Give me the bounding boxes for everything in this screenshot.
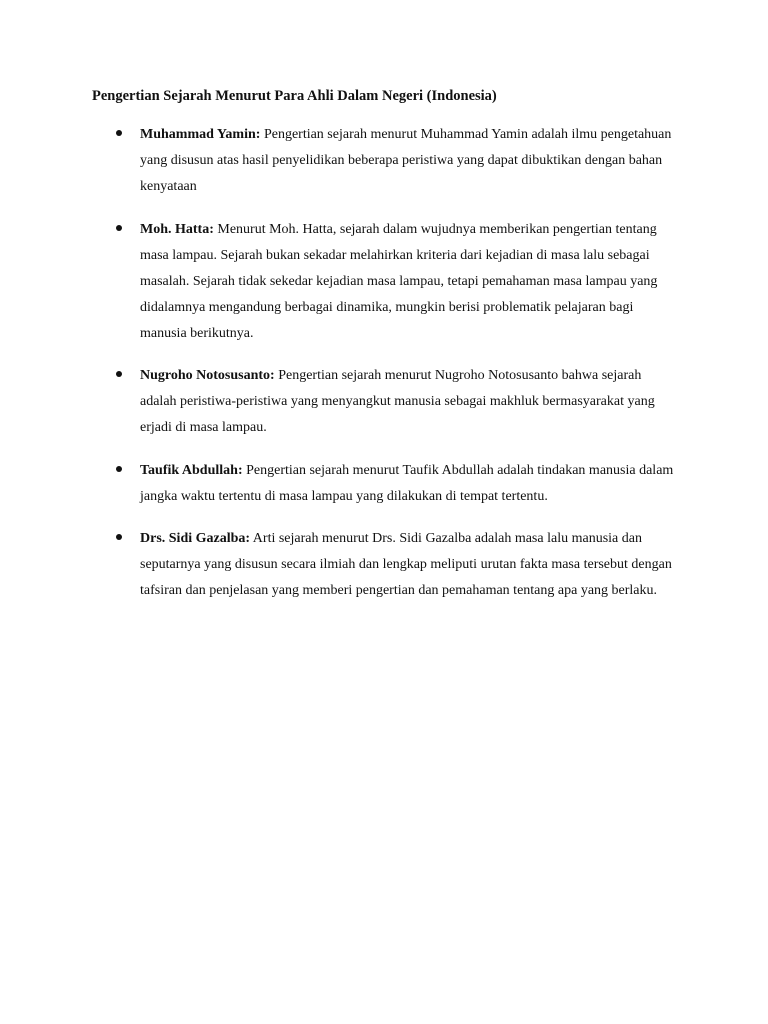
expert-name: Drs. Sidi Gazalba:: [140, 531, 251, 546]
document-title: Pengertian Sejarah Menurut Para Ahli Dalam Negeri (Indonesia): [92, 88, 497, 104]
bullet-icon: [116, 466, 122, 472]
definition-text: Menurut Moh. Hatta, sejarah dalam wujudnya memberikan pengertian tentang masa lampau. Sejarah bukan sekadar melahirkan kriteria dari kejadian di masa lalu sebagai masalah. Sejarah tidak sekedar kejadian masa lampau, tetapi pemahaman masa lampau yang didalamnya mengandung berbagai dinamika, mungkin berisi problematik pelajaran bagi manusia berikutnya.: [140, 221, 658, 341]
expert-name: Nugroho Notosusanto:: [140, 368, 275, 383]
expert-name: Moh. Hatta:: [140, 221, 214, 237]
list-item: [0, 363, 680, 441]
definition-text: Pengertian sejarah menurut Nugroho Notosusanto bahwa sejarah adalah peristiwa-peristiwa yang menyangkut manusia sebagai makhluk bermasyarakat yang erjadi di masa lampau.: [140, 368, 655, 435]
bullet-icon: [116, 371, 122, 377]
definitions-list: [0, 122, 768, 621]
list-item: [0, 458, 680, 510]
definition-text: Pengertian sejarah menurut Taufik Abdullah adalah tindakan manusia dalam jangka waktu tertentu di masa lampau yang dilakukan di tempat tertentu.: [140, 462, 674, 504]
expert-name: Muhammad Yamin:: [140, 127, 261, 142]
list-item: [0, 217, 680, 347]
bullet-icon: [116, 130, 122, 136]
definition-text: Pengertian sejarah menurut Muhammad Yamin adalah ilmu pengetahuan yang disusun atas hasil penyelidikan beberapa peristiwa yang dapat dibuktikan dengan bahan kenyataan: [140, 127, 672, 194]
list-item: [0, 122, 680, 200]
bullet-icon: [116, 225, 122, 231]
expert-name: Taufik Abdullah:: [140, 462, 243, 478]
definition-text: Arti sejarah menurut Drs. Sidi Gazalba adalah masa lalu manusia dan seputarnya yang disusun secara ilmiah dan lengkap meliputi urutan fakta masa tersebut dengan tafsiran dan penjelasan yang memberi pengertian dan pemahaman tentang apa yang berlaku.: [140, 531, 672, 598]
bullet-icon: [116, 534, 122, 540]
list-item: [0, 526, 680, 604]
